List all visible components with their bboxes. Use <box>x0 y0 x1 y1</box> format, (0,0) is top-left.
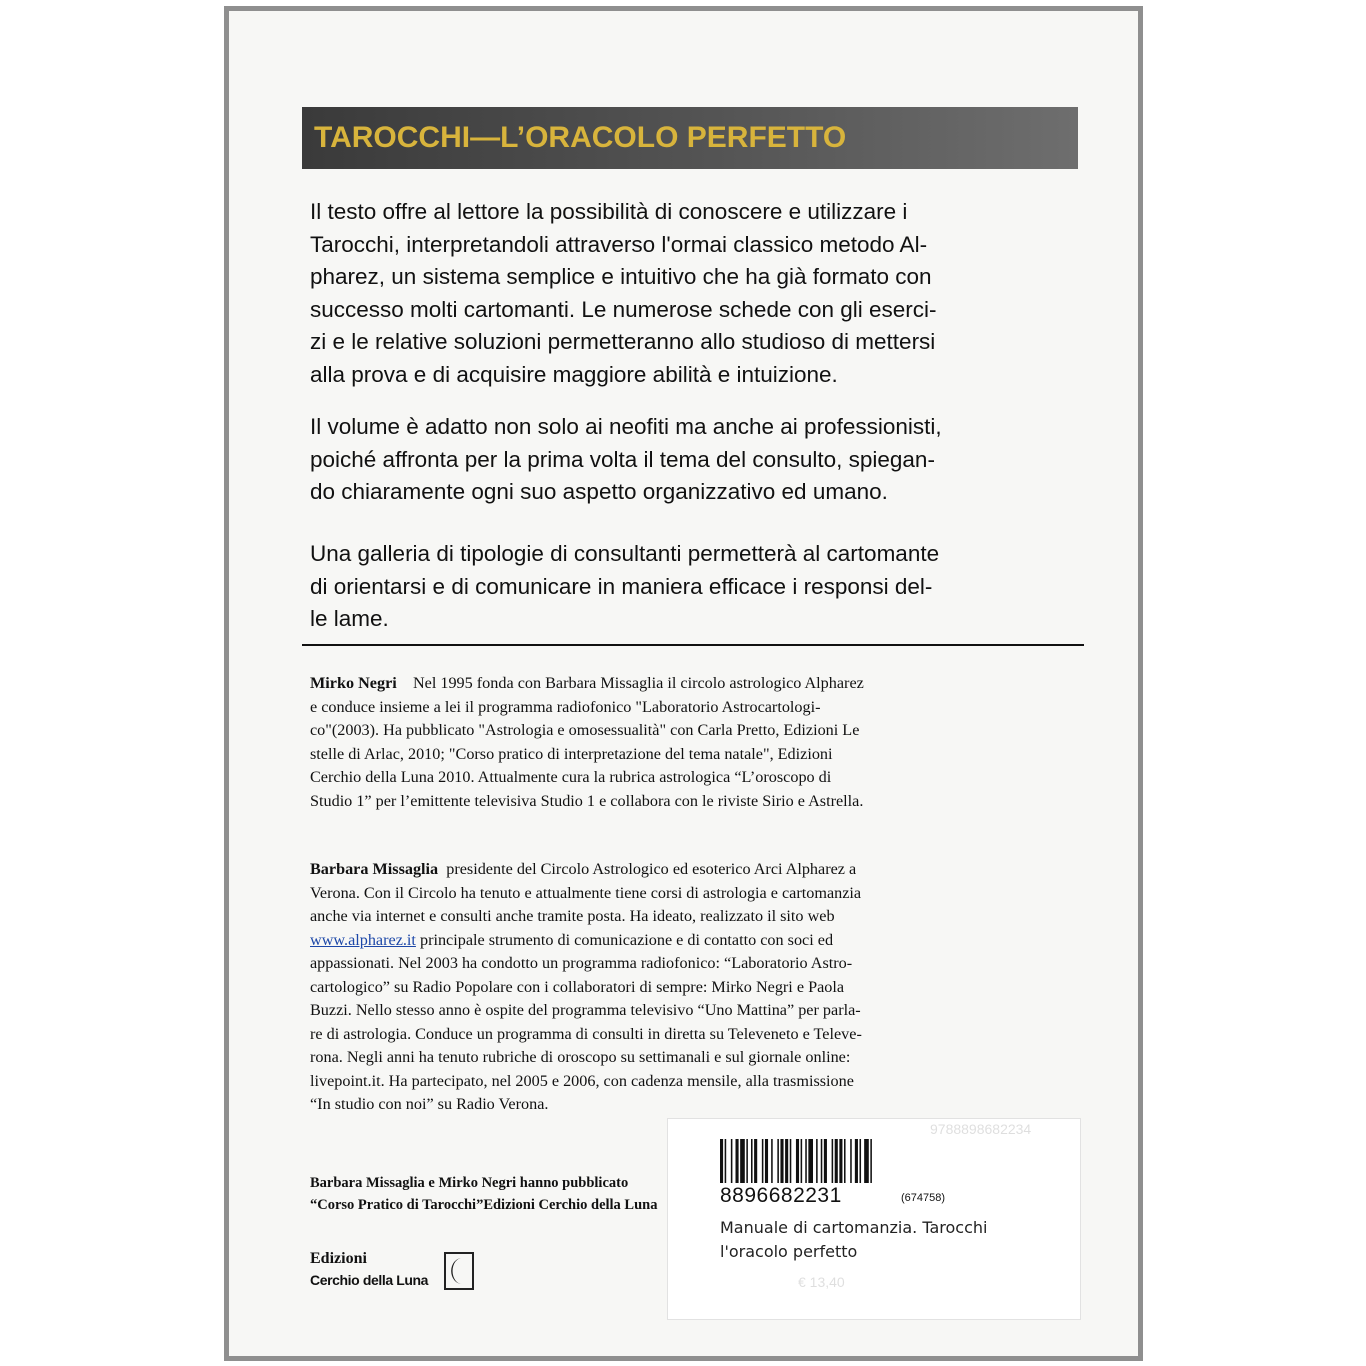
price-sticker <box>667 1118 1081 1320</box>
barcode-bar <box>844 1139 846 1183</box>
barcode-bar <box>754 1139 757 1183</box>
text-line: livepoint.it. Ha partecipato, nel 2005 e 2006, con cadenza mensile, alla trasmissione <box>310 1071 854 1090</box>
text-line: Manuale di cartomanzia. Tarocchi <box>720 1218 988 1237</box>
text-line: alla prova e di acquisire maggiore abilità e intuizione. <box>310 361 838 387</box>
text-line: Barbara Missaglia e Mirko Negri hanno pubblicato <box>310 1175 629 1191</box>
text-line: e conduce insieme a lei il programma radiofonico "Laboratorio Astrocartologi- <box>310 697 821 716</box>
barcode-bar <box>860 1139 862 1183</box>
barcode-bar <box>805 1139 807 1183</box>
barcode-bar <box>808 1139 813 1183</box>
text-line: Cerchio della Luna 2010. Attualmente cura la rubrica astrologica “L’oroscopo di <box>310 768 832 786</box>
barcode-bar <box>839 1139 842 1183</box>
author-name: Mirko Negri <box>310 674 397 692</box>
text-line: le lame. <box>310 606 389 632</box>
bio-text: principale strumento di comunicazione e di contatto con soci ed <box>415 930 834 949</box>
sticker-title <box>720 1216 987 1264</box>
text-line: pharez, un sistema semplice e intuitivo che ha già formato con <box>310 264 932 290</box>
text-line: Verona. Con il Circolo ha tenuto e attualmente tiene corsi di astrologia e cartomanzia <box>310 883 862 902</box>
author-bio-barbara-missaglia <box>310 858 1080 1117</box>
text-line: do chiaramente ogni suo aspetto organizzativo ed umano. <box>310 479 888 505</box>
barcode-bar <box>777 1139 779 1183</box>
barcode-bar <box>771 1139 773 1183</box>
barcode-bar <box>765 1139 768 1183</box>
barcode-bar <box>855 1139 858 1183</box>
barcode-bar <box>821 1139 823 1183</box>
text-line: co"(2003). Ha pubblicato "Astrologia e omosessualità" con Carla Pretto, Edizioni Le <box>310 721 860 739</box>
text-line: Tarocchi, interpretandoli attraverso l'ormai classico metodo Al- <box>310 231 928 257</box>
text-line: successo molti cartomanti. Le numerose schede con gli eserci- <box>310 296 937 322</box>
sticker-isbn-ghost: 9788898682234 <box>930 1121 1032 1137</box>
text-line: Il testo offre al lettore la possibilità di conoscere e utilizzare i <box>310 199 908 224</box>
title-banner <box>302 107 1078 169</box>
barcode-number: 8896682231 <box>720 1184 842 1207</box>
text-line: l'oracolo perfetto <box>720 1242 858 1261</box>
website-link[interactable]: www.alpharez.it <box>310 930 416 949</box>
intro-paragraph-3 <box>310 538 1080 636</box>
text-line: appassionati. Nel 2003 ha condotto un programma radiofonico: “Laboratorio Astro- <box>310 954 853 972</box>
barcode-bar <box>850 1139 852 1183</box>
text-line: “Corso Pratico di Tarocchi”Edizioni Cerchio della Luna <box>310 1197 658 1213</box>
bio-text: Nel 1995 fonda con Barbara Missaglia il circolo astrologico Alpharez <box>412 674 864 692</box>
barcode-bar <box>736 1139 739 1183</box>
item-code: (674758) <box>901 1192 946 1204</box>
barcode-bar <box>816 1139 818 1183</box>
text-line: re di astrologia. Conduce un programma di consulti in diretta su Televeneto e Televe- <box>310 1024 862 1043</box>
intro-paragraph-1 <box>310 196 1080 392</box>
barcode-bar <box>864 1139 869 1183</box>
barcode-bar <box>835 1139 838 1183</box>
barcode-bar <box>780 1139 783 1183</box>
publisher-logo <box>310 1250 480 1300</box>
publications-note <box>310 1172 670 1216</box>
text-line: di orientarsi e di comunicare in maniera efficace i responsi del- <box>310 573 933 599</box>
text-line: anche via internet e consulti anche tramite posta. Ha ideato, realizzato il sito web <box>310 907 835 925</box>
publisher-name-line1: Edizioni <box>310 1250 367 1267</box>
text-line: stelle di Arlac, 2010; "Corso pratico di interpretazione del tema natale", Edizioni <box>310 744 833 763</box>
bio-first-line <box>310 672 1080 696</box>
barcode-bar <box>725 1139 727 1183</box>
barcode-bar <box>740 1139 745 1183</box>
sticker-price: € 13,40 <box>798 1274 845 1290</box>
intro-paragraph-2 <box>310 411 1080 509</box>
barcode-bar <box>751 1139 753 1183</box>
book-title: TAROCCHI—L’ORACOLO PERFETTO <box>314 121 847 154</box>
text-line: Buzzi. Nello stesso anno è ospite del programma televisivo “Uno Mattina” per parla- <box>310 1001 861 1019</box>
barcode-bar <box>870 1139 872 1183</box>
moon-emblem-icon <box>444 1252 474 1290</box>
text-line: poiché affronta per la prima volta il tema del consulto, spiegan- <box>310 446 935 472</box>
barcode-bar <box>832 1139 834 1183</box>
text-line: “In studio con noi” su Radio Verona. <box>310 1095 549 1113</box>
barcode-bar <box>720 1139 723 1183</box>
link-line <box>310 929 1080 953</box>
barcode-bar <box>746 1139 748 1183</box>
barcode-bar <box>801 1139 803 1183</box>
text-line: zi e le relative soluzioni permetteranno allo studioso di mettersi <box>310 329 936 355</box>
author-bio-mirko-negri <box>310 672 1080 813</box>
section-divider <box>302 644 1084 646</box>
barcode-bar <box>796 1139 799 1183</box>
barcode-bar <box>785 1139 788 1183</box>
barcode-bar <box>824 1139 827 1183</box>
barcode-bar <box>731 1139 733 1183</box>
publisher-name-line2: Cerchio della Luna <box>310 1272 429 1288</box>
text-line: Il volume è adatto non solo ai neofiti ma anche ai professionisti, <box>310 414 942 439</box>
author-name: Barbara Missaglia <box>310 860 439 878</box>
bio-first-line <box>310 858 1080 882</box>
bio-text: presidente del Circolo Astrologico ed esoterico Arci Alpharez a <box>446 860 857 878</box>
barcode-bar <box>790 1139 792 1183</box>
text-line: cartologico” su Radio Popolare con i collaboratori di sempre: Mirko Negri e Paola <box>310 977 845 996</box>
barcode-bar <box>762 1139 764 1183</box>
text-line: Studio 1” per l’emittente televisiva Studio 1 e collabora con le riviste Sirio e Astrella. <box>310 791 864 810</box>
text-line: rona. Negli anni ha tenuto rubriche di oroscopo su settimanali e sul giornale online: <box>310 1048 851 1066</box>
text-line: Una galleria di tipologie di consultanti permetterà al cartomante <box>310 541 940 566</box>
